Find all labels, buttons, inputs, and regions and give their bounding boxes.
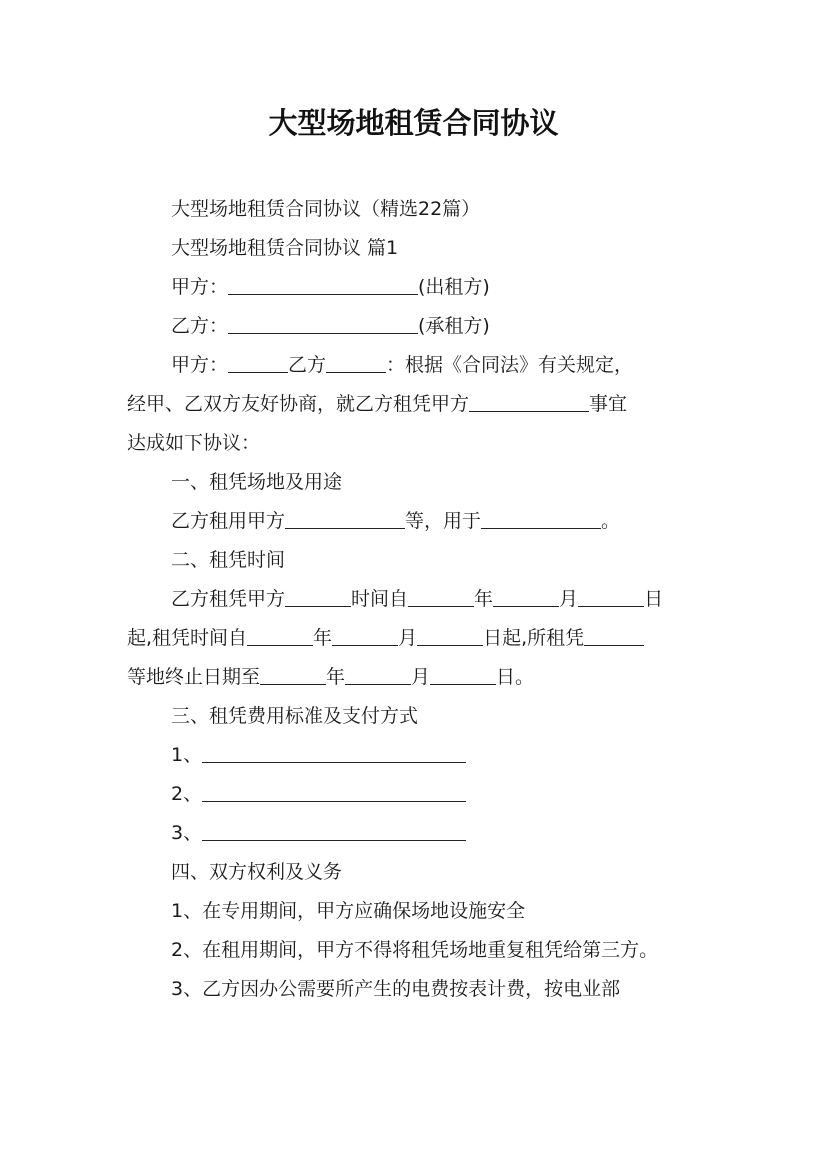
paragraph: 大型场地租赁合同协议（精选22篇） xyxy=(171,198,481,220)
blank-line xyxy=(228,312,418,334)
paragraph xyxy=(127,814,707,853)
text: 等地终止日期至 xyxy=(127,666,261,688)
blank-line xyxy=(202,819,466,841)
paragraph xyxy=(127,736,707,775)
text: 起,租凭时间自 xyxy=(127,627,248,649)
section-heading: 一、租凭场地及用途 xyxy=(171,471,343,493)
paragraph: 达成如下协议： xyxy=(127,432,261,454)
paragraph xyxy=(127,619,707,658)
text: 等，用于 xyxy=(405,510,482,532)
paragraph xyxy=(127,658,707,697)
blank-line xyxy=(260,663,326,685)
text: 2、 xyxy=(171,783,203,805)
text: (承租方) xyxy=(418,315,490,337)
section-heading: 三、租凭费用标准及支付方式 xyxy=(171,705,419,727)
text: ：根据《合同法》有关规定， xyxy=(386,354,634,376)
text: 月 xyxy=(398,627,418,649)
paragraph xyxy=(127,502,707,541)
document-title: 大型场地租赁合同协议 xyxy=(268,106,559,140)
blank-line xyxy=(228,273,418,295)
paragraph xyxy=(127,346,707,385)
blank-line xyxy=(247,624,313,646)
blank-line xyxy=(578,585,644,607)
paragraph: 1、在专用期间，甲方应确保场地设施安全 xyxy=(171,900,526,922)
section-heading: 四、双方权利及义务 xyxy=(171,861,343,883)
blank-line xyxy=(408,585,474,607)
blank-line xyxy=(584,624,644,646)
paragraph xyxy=(127,385,707,424)
blank-line xyxy=(202,741,466,763)
text: 乙方租凭甲方 xyxy=(171,588,286,610)
paragraph: 3、乙方因办公需要所产生的电费按表计费，按电业部 xyxy=(171,978,621,1000)
paragraph xyxy=(127,580,707,619)
text: 日。 xyxy=(496,666,535,688)
blank-line xyxy=(417,624,483,646)
text: 年 xyxy=(474,588,494,610)
text: 事宜 xyxy=(589,393,628,415)
blank-line xyxy=(326,351,386,373)
text: 乙方租用甲方 xyxy=(171,510,286,532)
text: 日 xyxy=(644,588,664,610)
paragraph: 大型场地租赁合同协议 篇1 xyxy=(171,237,399,259)
text: 。 xyxy=(601,510,621,532)
text: 日起,所租凭 xyxy=(483,627,585,649)
section-heading: 二、租凭时间 xyxy=(171,549,286,571)
blank-line xyxy=(228,351,288,373)
blank-line xyxy=(345,663,411,685)
text: 年 xyxy=(326,666,346,688)
blank-line xyxy=(493,585,559,607)
blank-line xyxy=(481,507,601,529)
text: (出租方) xyxy=(418,276,490,298)
text: 3、 xyxy=(171,822,203,844)
text: 时间自 xyxy=(351,588,409,610)
text: 月 xyxy=(559,588,579,610)
paragraph xyxy=(127,307,707,346)
blank-line xyxy=(202,780,466,802)
blank-line xyxy=(285,507,405,529)
text: 甲方： xyxy=(171,354,229,376)
text: 1、 xyxy=(171,744,203,766)
blank-line xyxy=(469,390,589,412)
text: 乙方 xyxy=(288,354,327,376)
paragraph xyxy=(127,775,707,814)
text: 年 xyxy=(313,627,333,649)
blank-line xyxy=(285,585,351,607)
text: 甲方： xyxy=(171,276,229,298)
text: 乙方： xyxy=(171,315,229,337)
paragraph xyxy=(127,268,707,307)
paragraph: 2、在租用期间，甲方不得将租凭场地重复租凭给第三方。 xyxy=(171,939,659,961)
blank-line xyxy=(332,624,398,646)
document-body xyxy=(127,190,707,1009)
blank-line xyxy=(430,663,496,685)
text: 经甲、乙双方友好协商，就乙方租凭甲方 xyxy=(127,393,470,415)
text: 月 xyxy=(411,666,431,688)
